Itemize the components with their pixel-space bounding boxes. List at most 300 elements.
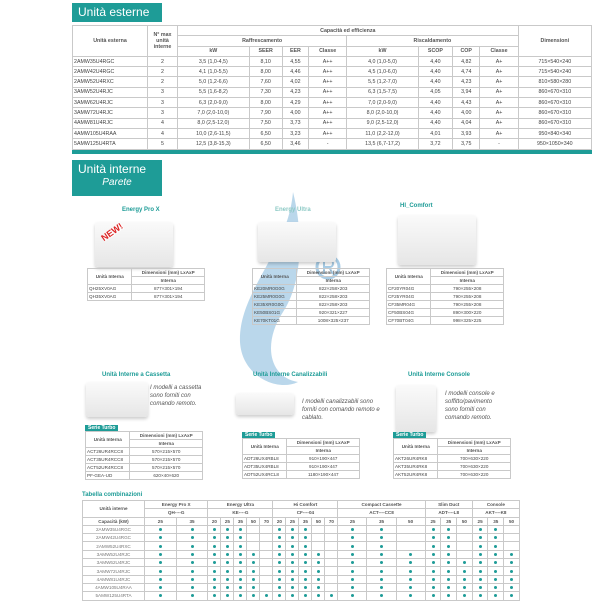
table-cell: A++ <box>309 128 347 138</box>
table-cell: 5 <box>148 139 178 149</box>
compat-cell <box>472 542 488 550</box>
table-cell: - <box>480 139 518 149</box>
compat-cell <box>312 534 325 542</box>
compatible-dot-icon <box>447 545 450 548</box>
col-capacity: Capacità ed efficienza <box>178 26 519 36</box>
compat-cell <box>325 575 338 583</box>
compatible-dot-icon <box>351 545 354 548</box>
compat-cell <box>145 567 177 575</box>
compatible-dot-icon <box>159 561 162 564</box>
compat-cell <box>299 550 312 558</box>
compat-cell <box>457 583 473 591</box>
compatible-dot-icon <box>226 578 229 581</box>
table-row <box>83 534 520 542</box>
compat-cell <box>260 592 273 600</box>
table-row <box>86 448 203 456</box>
dimension-table <box>87 268 205 301</box>
compat-cell <box>441 542 457 550</box>
capacity-value: 35 <box>234 517 247 525</box>
compat-cell <box>488 542 504 550</box>
product-series-label: Energy Pro X <box>122 207 160 213</box>
compat-cell <box>425 559 441 567</box>
compatible-dot-icon <box>291 545 294 548</box>
table-cell: A++ <box>309 118 347 128</box>
compatible-dot-icon <box>351 528 354 531</box>
compat-cell <box>325 592 338 600</box>
compatible-dot-icon <box>213 536 216 539</box>
table-cell: 3,75 <box>453 139 480 149</box>
compatible-dot-icon <box>239 594 242 597</box>
compat-cell <box>441 567 457 575</box>
table-cell: A+ <box>480 67 518 77</box>
compatible-dot-icon <box>510 594 513 597</box>
compatible-dot-icon <box>351 570 354 573</box>
compat-cell <box>247 525 260 533</box>
table-cell: CF70BT04G <box>387 317 431 325</box>
compatible-dot-icon <box>463 561 466 564</box>
group-name: Energy Ultra <box>208 501 273 509</box>
unit-name: 2AMW35U4RGC <box>83 525 145 533</box>
table-cell: 4,23 <box>282 87 308 97</box>
table-cell: 998×325×225 <box>431 317 504 325</box>
compatible-dot-icon <box>239 528 242 531</box>
table-cell: 920×321×227 <box>297 309 370 317</box>
compatible-dot-icon <box>432 553 435 556</box>
compatible-dot-icon <box>191 586 194 589</box>
table-cell: 822×258×203 <box>297 293 370 301</box>
table-cell: 6,50 <box>249 128 282 138</box>
compat-cell <box>367 550 396 558</box>
compat-cell <box>234 567 247 575</box>
table-cell: 12,5 (3,8-15,3) <box>178 139 250 149</box>
compatible-dot-icon <box>304 578 307 581</box>
product-series-label: HI_Comfort <box>400 203 433 209</box>
compatible-dot-icon <box>432 578 435 581</box>
group-name: Slim Duct <box>425 501 472 509</box>
group-code: QH----G <box>145 509 208 517</box>
table-cell: 3,73 <box>282 118 308 128</box>
compat-cell <box>208 592 221 600</box>
compat-cell <box>441 583 457 591</box>
table-row <box>83 567 520 575</box>
compat-cell <box>260 550 273 558</box>
unit-name: 2AMW52U4RXC <box>83 542 145 550</box>
col-kw: kW <box>347 46 419 56</box>
compatible-dot-icon <box>278 561 281 564</box>
col-unit: Unità Interna <box>243 439 287 455</box>
table-row <box>73 98 592 108</box>
table-cell: A+ <box>480 98 518 108</box>
table-row <box>83 559 520 567</box>
table-cell: 1180×190×447 <box>287 471 360 479</box>
table-cell: 3AMW62U4RJC <box>73 98 148 108</box>
table-row <box>73 108 592 118</box>
compat-cell <box>208 583 221 591</box>
compat-cell <box>176 559 208 567</box>
table-cell: 6,3 (1,5-7,5) <box>347 87 419 97</box>
unit-name: 3AMW72U4RJC <box>83 567 145 575</box>
compat-cell <box>145 559 177 567</box>
table-cell: 700×630×220 <box>438 455 511 463</box>
compat-cell <box>247 575 260 583</box>
compat-cell <box>488 550 504 558</box>
table-cell: 620×40×620 <box>130 472 203 480</box>
compat-cell <box>176 575 208 583</box>
group-name: Compact Cassette <box>338 501 425 509</box>
compat-cell <box>488 583 504 591</box>
compatible-dot-icon <box>213 570 216 573</box>
compatible-dot-icon <box>380 578 383 581</box>
table-row <box>394 463 511 471</box>
capacity-value: 20 <box>208 517 221 525</box>
compatible-dot-icon <box>191 570 194 573</box>
table-cell: - <box>309 139 347 149</box>
table-cell: KE70KT01G <box>253 317 297 325</box>
compat-cell <box>176 550 208 558</box>
compatible-dot-icon <box>252 586 255 589</box>
compat-cell <box>234 575 247 583</box>
dimension-table <box>85 431 203 480</box>
table-cell: 2 <box>148 56 178 66</box>
col-class: Classe <box>480 46 518 56</box>
compatible-dot-icon <box>432 545 435 548</box>
compatible-dot-icon <box>447 586 450 589</box>
capacity-value: 50 <box>504 517 520 525</box>
compatible-dot-icon <box>252 594 255 597</box>
compatible-dot-icon <box>432 561 435 564</box>
compatible-dot-icon <box>213 528 216 531</box>
compat-cell <box>312 583 325 591</box>
compatible-dot-icon <box>494 578 497 581</box>
table-cell: QH35XV0AG <box>88 293 132 301</box>
compatible-dot-icon <box>317 570 320 573</box>
table-row <box>83 592 520 600</box>
compat-cell <box>472 583 488 591</box>
compat-cell <box>367 534 396 542</box>
compat-cell <box>396 525 425 533</box>
table-cell: 4AMW81U4RJC <box>73 118 148 128</box>
compat-cell <box>273 550 286 558</box>
col-unit: Unità Interna <box>86 432 130 448</box>
table-cell: 3 <box>148 108 178 118</box>
compat-cell <box>367 542 396 550</box>
compat-cell <box>260 534 273 542</box>
combinations-title: Tabella combinazioni <box>82 492 143 498</box>
table-row <box>387 309 504 317</box>
col-max: N° max unità interne <box>148 26 178 57</box>
table-row <box>394 471 511 479</box>
capacity-value: 25 <box>221 517 234 525</box>
compatible-dot-icon <box>239 553 242 556</box>
compat-cell <box>273 534 286 542</box>
compat-cell <box>260 559 273 567</box>
compatible-dot-icon <box>380 570 383 573</box>
unit-image <box>236 393 294 415</box>
compat-cell <box>286 575 299 583</box>
compat-cell <box>247 592 260 600</box>
table-cell: 790×255×208 <box>431 293 504 301</box>
table-cell: 5AMW125U4RTA <box>73 139 148 149</box>
compat-cell <box>286 525 299 533</box>
compat-cell <box>441 550 457 558</box>
compat-cell <box>504 550 520 558</box>
table-cell: 570×215×570 <box>130 456 203 464</box>
capacity-value: 25 <box>425 517 441 525</box>
group-name: Console <box>472 501 519 509</box>
compat-cell <box>504 542 520 550</box>
compat-cell <box>145 575 177 583</box>
compat-cell <box>234 534 247 542</box>
compatible-dot-icon <box>479 561 482 564</box>
table-row <box>83 542 520 550</box>
table-row <box>73 77 592 87</box>
compat-cell <box>260 525 273 533</box>
table-cell: 4,0 (1,0-5,0) <box>347 56 419 66</box>
compat-cell <box>208 567 221 575</box>
compatible-dot-icon <box>304 553 307 556</box>
capacity-value: 35 <box>176 517 208 525</box>
table-cell: 4,40 <box>418 108 452 118</box>
compatible-dot-icon <box>191 545 194 548</box>
compatible-dot-icon <box>351 561 354 564</box>
compat-cell <box>234 559 247 567</box>
internal-subtitle: Parete <box>102 177 132 188</box>
compatible-dot-icon <box>226 545 229 548</box>
table-cell: ACT26UR4RCC8 <box>86 448 130 456</box>
compatible-dot-icon <box>191 578 194 581</box>
compat-cell <box>221 534 234 542</box>
capacity-value: 25 <box>338 517 367 525</box>
table-cell: KE35XR0G0G <box>253 301 297 309</box>
compatible-dot-icon <box>159 536 162 539</box>
col-dim: Dimensioni (mm) LxAxP <box>431 269 504 277</box>
compat-cell <box>504 583 520 591</box>
col-unit: Unità Interna <box>88 269 132 285</box>
compat-cell <box>234 550 247 558</box>
compat-cell <box>176 534 208 542</box>
compatible-dot-icon <box>463 578 466 581</box>
table-cell: AKT52UR4RK8 <box>394 471 438 479</box>
unit-name: 5AMW125U4RTA <box>83 592 145 600</box>
compatible-dot-icon <box>213 578 216 581</box>
compatible-dot-icon <box>226 570 229 573</box>
compatible-dot-icon <box>479 545 482 548</box>
compatible-dot-icon <box>380 528 383 531</box>
table-cell: 3 <box>148 87 178 97</box>
table-cell: 4,02 <box>282 77 308 87</box>
table-cell: 810×580×280 <box>518 77 591 87</box>
compat-cell <box>504 567 520 575</box>
table-row <box>86 472 203 480</box>
capacity-value: 70 <box>260 517 273 525</box>
col-interna: Interna <box>287 447 360 455</box>
compat-cell <box>472 534 488 542</box>
compat-cell <box>312 559 325 567</box>
compat-cell <box>312 542 325 550</box>
compat-cell <box>260 583 273 591</box>
compatible-dot-icon <box>278 594 281 597</box>
compat-cell <box>367 567 396 575</box>
compat-cell <box>457 592 473 600</box>
compat-cell <box>325 550 338 558</box>
table-cell: 4,46 <box>282 67 308 77</box>
compatible-dot-icon <box>409 553 412 556</box>
header-row <box>394 439 511 447</box>
table-cell: CF25YR04G <box>387 293 431 301</box>
table-cell: PF-GEA-UD <box>86 472 130 480</box>
compatible-dot-icon <box>291 561 294 564</box>
table-cell: ACT35UR4RCC8 <box>86 456 130 464</box>
table-cell: ACT52UR4RCC8 <box>86 464 130 472</box>
compat-cell <box>299 575 312 583</box>
compat-cell <box>472 550 488 558</box>
compat-cell <box>145 534 177 542</box>
compatible-dot-icon <box>239 536 242 539</box>
table-cell: 6,50 <box>249 139 282 149</box>
compat-cell <box>312 525 325 533</box>
table-cell: 13,5 (6,7-17,2) <box>347 139 419 149</box>
product-series-label: Energy Ultra <box>275 207 311 213</box>
table-row <box>73 67 592 77</box>
header-row <box>243 439 360 447</box>
compatible-dot-icon <box>226 536 229 539</box>
compat-cell <box>338 525 367 533</box>
col-dim: Dimensioni (mm) LxAxP <box>130 432 203 440</box>
compat-cell <box>457 575 473 583</box>
table-cell: 860×670×310 <box>518 108 591 118</box>
table-row <box>387 301 504 309</box>
compatible-dot-icon <box>252 561 255 564</box>
table-row <box>253 309 370 317</box>
table-cell: 910×190×447 <box>287 455 360 463</box>
compatible-dot-icon <box>409 570 412 573</box>
compat-cell <box>325 583 338 591</box>
compat-cell <box>299 542 312 550</box>
internal-title: Unità interne <box>78 162 147 176</box>
compatible-dot-icon <box>479 578 482 581</box>
capacity-value: 50 <box>396 517 425 525</box>
table-cell: A++ <box>309 87 347 97</box>
table-cell: 10,0 (2,6-11,5) <box>178 128 250 138</box>
table-cell: 4,82 <box>453 56 480 66</box>
table-cell: 860×670×310 <box>518 87 591 97</box>
series-badge: Serie Turbo <box>85 425 118 431</box>
table-cell: 2 <box>148 77 178 87</box>
wall-unit-image <box>398 215 476 265</box>
product-description: I modelli a cassetta sono forniti con comando remoto. <box>150 385 202 407</box>
capacity-value: 50 <box>247 517 260 525</box>
compat-cell <box>488 559 504 567</box>
compat-cell <box>234 592 247 600</box>
table-cell: 4,55 <box>282 56 308 66</box>
compat-cell <box>457 567 473 575</box>
compat-cell <box>396 592 425 600</box>
capacity-value: 50 <box>312 517 325 525</box>
compat-cell <box>299 559 312 567</box>
compat-cell <box>472 559 488 567</box>
table-cell: 4,74 <box>453 67 480 77</box>
compat-cell <box>221 567 234 575</box>
col-unit: Unità esterna <box>73 26 148 57</box>
group-code: AKT----K8 <box>472 509 519 517</box>
table-cell: 715×540×240 <box>518 67 591 77</box>
compat-cell <box>247 550 260 558</box>
compat-cell <box>273 567 286 575</box>
table-row <box>83 575 520 583</box>
compatible-dot-icon <box>304 586 307 589</box>
table-cell: 2AMW35U4RGC <box>73 56 148 66</box>
section-title-external: Unità esterne <box>72 3 162 22</box>
compat-cell <box>367 583 396 591</box>
compatible-dot-icon <box>278 586 281 589</box>
table-cell: 7,30 <box>249 87 282 97</box>
compat-cell <box>247 567 260 575</box>
compat-cell <box>176 592 208 600</box>
col-interna: Interna <box>130 440 203 448</box>
col-dim: Dimensioni (mm) LxAxP <box>297 269 370 277</box>
compat-cell <box>457 550 473 558</box>
compat-cell <box>396 550 425 558</box>
compat-cell <box>234 542 247 550</box>
table-cell: 3,94 <box>453 87 480 97</box>
table-cell: 3,93 <box>453 128 480 138</box>
table-cell: 822×258×203 <box>297 285 370 293</box>
compatible-dot-icon <box>159 545 162 548</box>
compatible-dot-icon <box>432 594 435 597</box>
capacity-value: 35 <box>367 517 396 525</box>
table-cell: 4AMW105U4RAA <box>73 128 148 138</box>
compatible-dot-icon <box>494 586 497 589</box>
compat-cell <box>299 525 312 533</box>
compatible-dot-icon <box>191 561 194 564</box>
table-cell: 4,01 <box>418 128 452 138</box>
table-row <box>243 455 360 463</box>
product-type-label: Unità Interne Canalizzabili <box>253 372 328 378</box>
table-cell: 2AMW52U4RXC <box>73 77 148 87</box>
col-interna: Interna <box>297 277 370 285</box>
compatible-dot-icon <box>317 594 320 597</box>
table-cell: 4 <box>148 128 178 138</box>
capacity-value: 25 <box>286 517 299 525</box>
table-cell: A++ <box>309 108 347 118</box>
compatible-dot-icon <box>432 570 435 573</box>
col-cop: COP <box>453 46 480 56</box>
col-unit: Unità Interna <box>387 269 431 285</box>
col-interna: Interna <box>438 447 511 455</box>
table-row <box>253 317 370 325</box>
compatible-dot-icon <box>291 570 294 573</box>
table-cell: 6,3 (2,0-9,0) <box>178 98 250 108</box>
compat-cell <box>273 575 286 583</box>
compatible-dot-icon <box>252 570 255 573</box>
table-cell: A+ <box>480 118 518 128</box>
compatible-dot-icon <box>265 594 268 597</box>
compatible-dot-icon <box>432 528 435 531</box>
table-cell: 860×670×310 <box>518 98 591 108</box>
compatible-dot-icon <box>191 553 194 556</box>
table-cell: CF35MR04G <box>387 301 431 309</box>
compatible-dot-icon <box>159 594 162 597</box>
table-row <box>253 301 370 309</box>
section-title-internal <box>72 160 162 196</box>
compat-cell <box>273 542 286 550</box>
col-class: Classe <box>309 46 347 56</box>
compatible-dot-icon <box>317 553 320 556</box>
compatible-dot-icon <box>447 536 450 539</box>
product-description: I modelli console e soffitto/pavimento sono forniti con comando remoto. <box>445 391 495 421</box>
table-row <box>387 285 504 293</box>
table-cell: KE50BS01G <box>253 309 297 317</box>
